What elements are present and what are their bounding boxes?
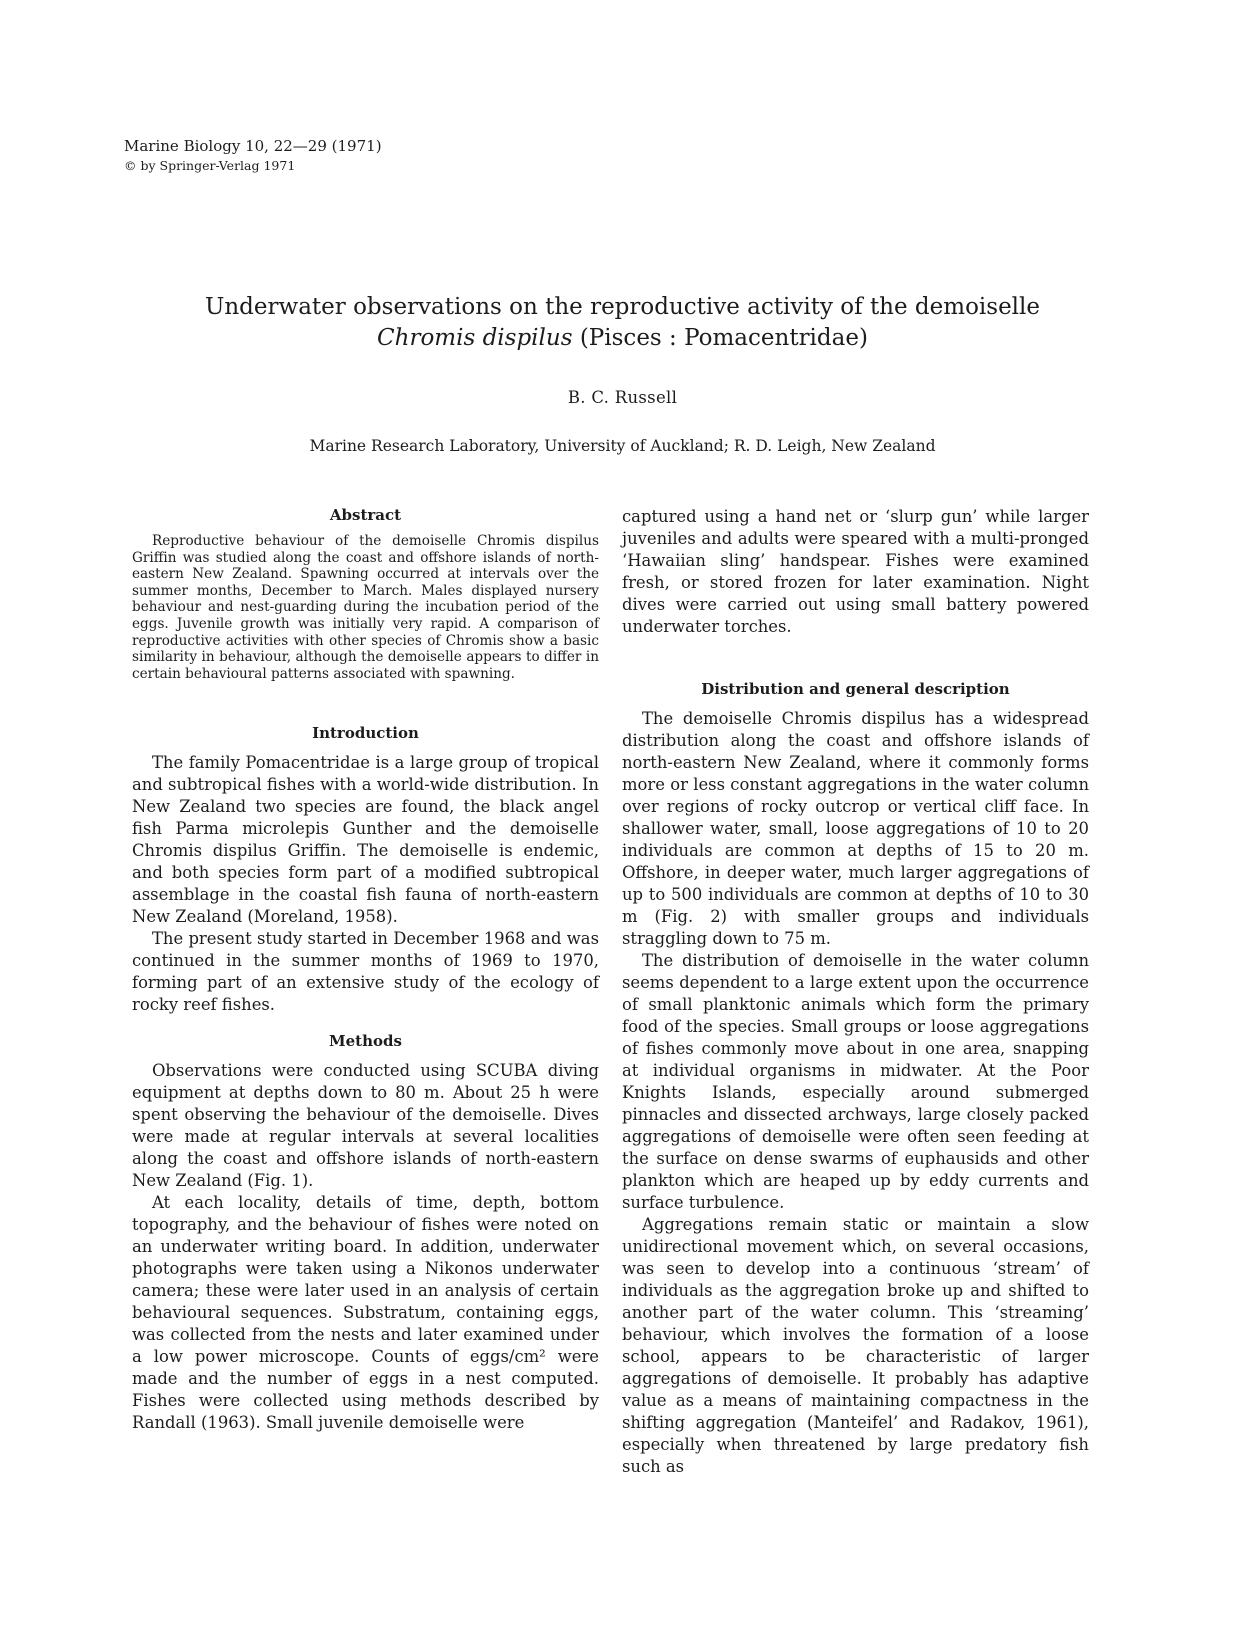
methods-paragraph: At each locality, details of time, depth, bottom topography, and the behaviour of fishes were noted on an underwater writing board. In addition, underwater photographs were taken using a Nikonos underwater camera; these were later used in an analysis of certain behavioural sequences. Substratum, containing eggs, was collected from the nests and later examined under a low power microscope. Counts of eggs/cm² were made and the number of eggs in a nest computed. Fishes were collected using methods described by Randall (1963). Small juvenile demoiselle were: [132, 1193, 599, 1433]
author-affiliation: Marine Research Laboratory, University of Auckland; R. D. Leigh, New Zealand: [309, 437, 936, 455]
title-family-name: (Pisces : Pomacentridae): [579, 325, 868, 351]
abstract-heading: Abstract: [329, 506, 402, 524]
abstract-text: Reproductive behaviour of the demoiselle Chromis dispilus Griffin was studied along the coast and offshore islands of north-eastern New Zealand. Spawning occurred at intervals over the summer months, December to March. Males displayed nursery behaviour and nest-guarding during the incubation period of the eggs. Juvenile growth was initially very rapid. A comparison of reproductive activities with other species of Chromis show a basic similarity in behaviour, although the demoiselle appears to differ in certain behavioural patterns associated with spawning.: [132, 533, 599, 682]
distribution-paragraph: Aggregations remain static or maintain a slow unidirectional movement which, on several occasions, was seen to develop into a continuous ‘stream’ of individuals as the aggregation broke up and shifted to another part of the water column. This ‘streaming’ behaviour, which involves the formation of a loose school, appears to be characteristic of larger aggregations of demoiselle. It probably has adaptive value as a means of maintaining compactness in the shifting aggregation (Manteifel’ and Radakov, 1961), especially when threatened by large predatory fish such as: [622, 1215, 1089, 1476]
copyright-line: © by Springer-Verlag 1971: [124, 158, 296, 173]
author-name: B. C. Russell: [567, 388, 678, 407]
journal-header: [124, 136, 382, 176]
methods-heading: Methods: [329, 1032, 402, 1051]
right-column: [622, 506, 1089, 1478]
left-column: [132, 506, 599, 1434]
title-line-2: [150, 323, 1095, 354]
distribution-paragraph: The demoiselle Chromis dispilus has a widespread distribution along the coast and offshore islands of north-eastern New Zealand, where it commonly forms more or less constant aggregations in the water column over regions of rocky outcrop or vertical cliff face. In shallower water, small, loose aggregations of 10 to 20 individuals are common at depths of 15 to 20 m. Offshore, in deeper water, much larger aggregations of up to 500 individuals are common at depths of 10 to 30 m (Fig. 2) with smaller groups and individuals straggling down to 75 m.: [622, 709, 1089, 948]
methods-paragraph-continued: captured using a hand net or ‘slurp gun’ while larger juveniles and adults were speared with a multi-pronged ‘Hawaiian sling’ handspear. Fishes were examined fresh, or stored frozen for later examination. Night dives were carried out using small battery powered underwater torches.: [622, 507, 1089, 636]
distribution-paragraph: The distribution of demoiselle in the water column seems dependent to a large extent upon the occurrence of small planktonic animals which form the primary food of the species. Small groups or loose aggregations of fishes commonly move about in one area, snapping at individual organisms in midwater. At the Poor Knights Islands, especially around submerged pinnacles and dissected archways, large closely packed aggregations of demoiselle were often seen feeding at the surface on dense swarms of euphausids and other plankton which are heaped up by eddy currents and surface turbulence.: [622, 951, 1089, 1212]
introduction-heading: Introduction: [312, 724, 419, 743]
introduction-paragraph: The family Pomacentridae is a large group of tropical and subtropical fishes with a world-wide distribution. In New Zealand two species are found, the black angel fish Parma microlepis Gunther and the demoiselle Chromis dispilus Griffin. The demoiselle is endemic, and both species form part of a modified subtropical assemblage in the coastal fish fauna of north-eastern New Zealand (Moreland, 1958).: [132, 753, 599, 927]
paper-title: [150, 292, 1095, 354]
distribution-heading: Distribution and general description: [701, 680, 1010, 698]
title-line-1: Underwater observations on the reproductive activity of the demoiselle: [204, 294, 1041, 320]
methods-paragraph: Observations were conducted using SCUBA diving equipment at depths down to 80 m. About 25 h were spent observing the behaviour of the demoiselle. Dives were made at regular intervals at several localities along the coast and offshore islands of north-eastern New Zealand (Fig. 1).: [132, 1061, 599, 1191]
introduction-paragraph: The present study started in December 1968 and was continued in the summer months of 1969 to 1970, forming part of an extensive study of the ecology of rocky reef fishes.: [132, 929, 599, 1015]
title-species-name: Chromis dispilus: [377, 325, 573, 351]
journal-citation: Marine Biology 10, 22—29 (1971): [124, 137, 382, 155]
